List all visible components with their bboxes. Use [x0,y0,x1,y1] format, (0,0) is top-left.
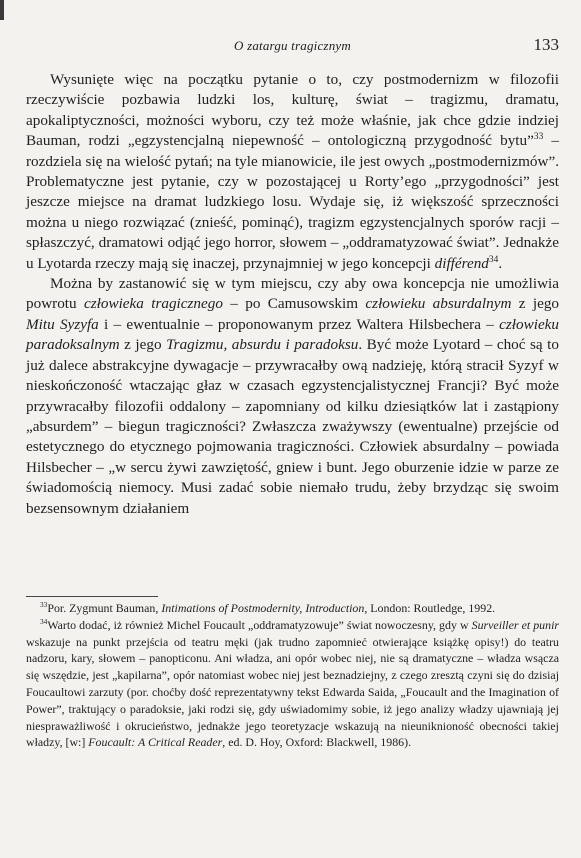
book-title: Mitu Syzyfa [26,315,99,333]
page-number: 133 [533,35,559,54]
text-span: Por. Zygmunt Bauman, [47,601,162,615]
paragraph-1 [26,70,559,274]
running-title: O zatargu tragicznym [234,38,351,53]
footnote-marker: 33 [40,600,48,610]
italic-term: człowieku paradoksalnym [26,315,560,354]
footnote-separator [26,596,158,597]
book-title: Foucault: A Critical Reader [88,735,223,750]
text-span: – po Camusowskim [222,295,366,313]
text-span: . Być może Lyotard – choć są to już dalece abstrakcyjne dywagacje – przywracałby ową nadzieję, którą stracił Syzyf w nieskończoność wtaczając głaz w czasach egzystencjalistycznej Francji? Być może przywracałby filozofii oddalony – zapomniany od kilku dziesiątków lat i zastąpiony „absurdem” – biegun tragiczności? Zwłaszcza zważywszy (ewentualne) przejście od estetycznego do etycznego pojmowania tragiczności. Człowiek absurdalny – powiada Hilsbecher – „w sercu żywi zawziętość, gniew i bunt. Jego oburzenie idzie w parze ze świadomością niemocy. Musi zadać sobie niemało trudu, żeby brzydząc się swoim bezsensownym działaniem [26,336,559,517]
book-title: Intimations of Postmodernity, Introduction [161,601,365,615]
footnote-34 [26,617,559,751]
text-span: – rozdziela się na wielość pytań; na tyle mianowicie, ile jest owych „postmodernizmów”. Problematyczne jest pytanie, czy w pozostającej u Rorty’ego „przygodności” jest jeszcze miejsce na dramat ludzkiego losu. Wydaje się, iż większość sprzeczności można u niego rozwiązać (znieść, pominąć), tragizm egzystencjalnych sporów racji – spłaszczyć, dramatowi odjąć jego horror, słowem – „oddramatyzować świat”. Jednakże u Lyotarda rzeczy mają się inaczej, przynajmniej w jego koncepcji [26,132,560,272]
text-span: Warto dodać, iż również Michel Foucault „oddramatyzowuje” świat nowoczesny, gdy w [47,617,472,632]
text-span: i – ewentualnie – proponowanym przez Waltera Hilsbechera – [98,315,500,333]
footnotes [26,600,559,751]
footnote-marker: 34 [40,616,48,626]
text-span: , London: Routledge, 1992. [364,601,496,615]
italic-term: différend [434,254,489,272]
footnote-ref-33[interactable]: 33 [533,132,544,143]
footnote-33 [26,600,559,617]
footnote-ref-34[interactable]: 34 [488,254,499,265]
text-span: , ed. D. Hoy, Oxford: Blackwell, 1986). [222,735,412,750]
text-span: wskazuje na punkt przejścia od teatru męki (jak trudno zapomnieć otwierające książkę opisy!) do teatru nadzoru, kary, słowem – panopticonu. Ani władza, ani opór wobec niej, nie są dramatyczne – władza wsącza się wszędzie, jest „kapilarna”, opór natomiast wobec niej jest beznadziejny, z czego zresztą czyni się do dzisiaj Foucaultowi zarzuty (por. choćby dość reprezentatywny tekst Edwarda Saida, „Foucault and the Imagination of Power”, traktujący o paradoksie, jaki rodzi się, gdy uświadomimy sobie, iż jego analizy władzy ujawniają jej niespraważliwość i okrucieństwo, jednakże jego teoretyzacje wskazują na nieuniknioność obecności takiej władzy, [w:] [26,634,559,750]
scan-edge-mark [0,0,4,20]
text-span: . [498,254,503,272]
book-title: Surveiller et punir [471,617,559,632]
page-header [26,35,559,60]
text-span: Można by zastanowić się w tym miejscu, czy aby owa koncepcja nie umożliwia powrotu [26,275,559,313]
paragraph-2 [26,274,559,519]
body-text [26,70,559,519]
italic-term: człowieku absurdalnym [365,295,512,313]
text-span: z jego [511,295,560,313]
book-title: Tragizmu, absurdu i paradoksu [166,336,359,354]
text-span: Wysunięte więc na początku pytanie o to, czy postmodernizm w filozofii rzeczywiście pozbawia ludzki los, kulturę, świat – tragizmu, dramatu, apokaliptyczności, możności wyboru, czy też może właśnie, jak chce gdzie indziej Bauman, rodzi „egzystencjalną niepewność – ontologiczną przygodność bytu” [26,71,559,150]
italic-term: człowieka tragicznego [83,295,223,313]
text-span: z jego [119,336,167,354]
